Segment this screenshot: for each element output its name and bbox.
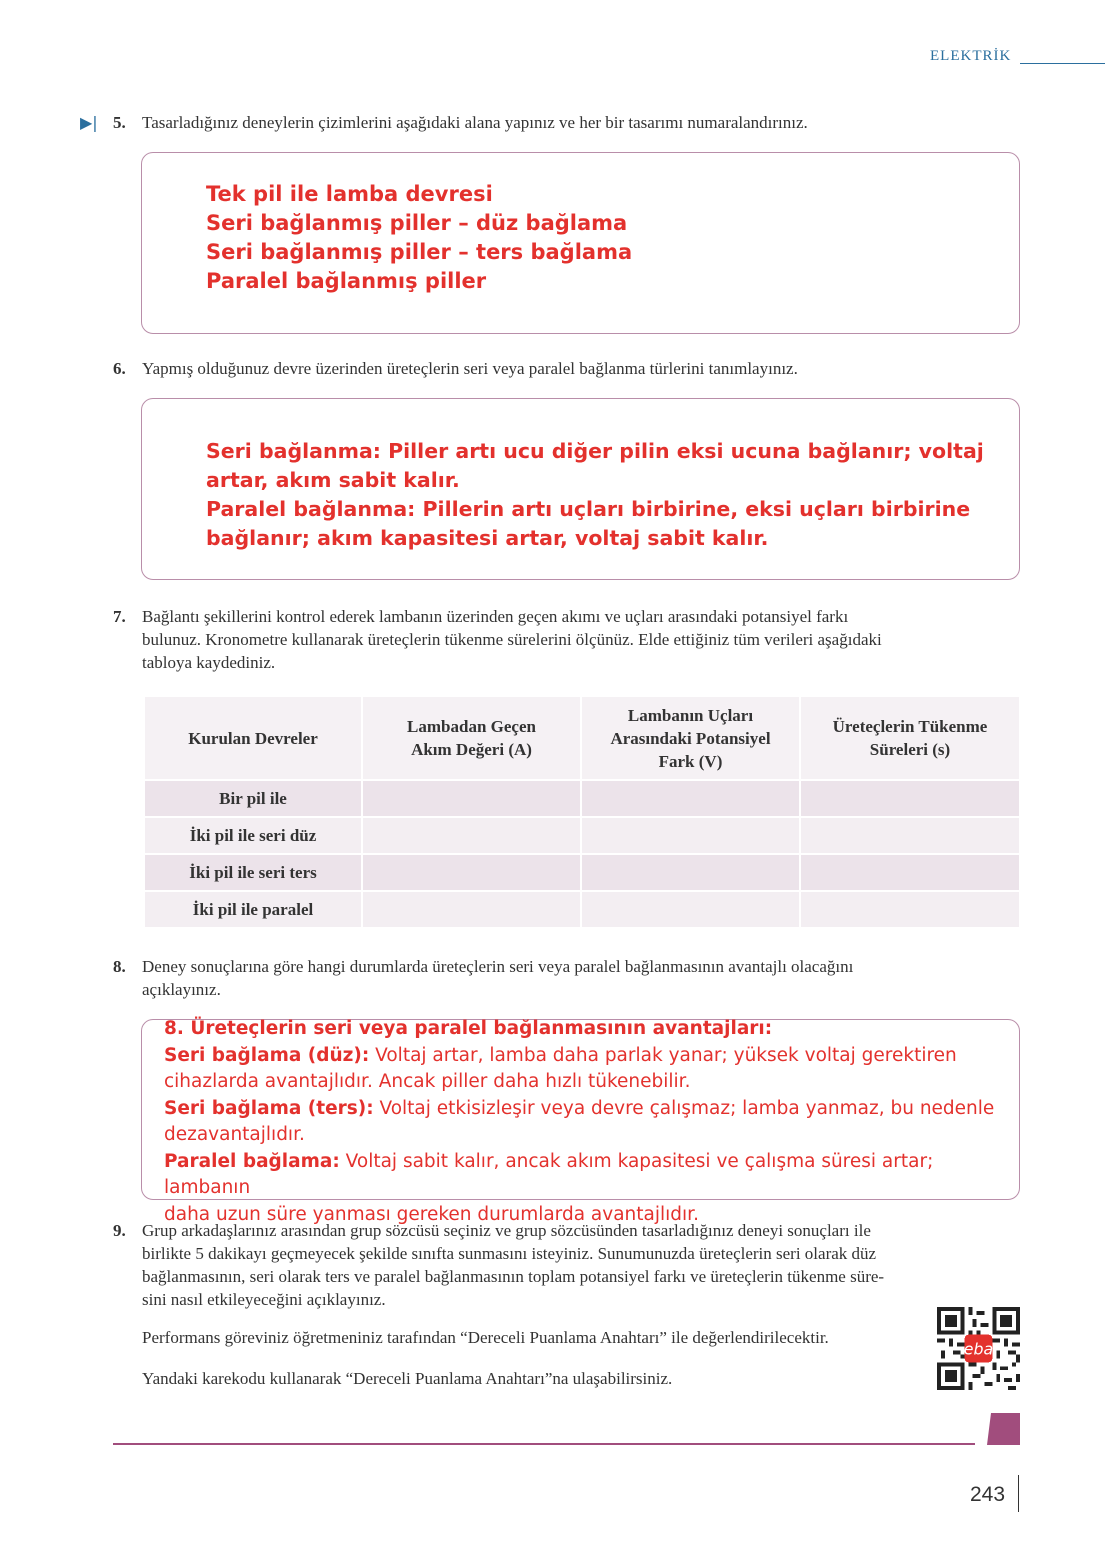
answer-line: Paralel bağlanma: Pillerin artı uçları birbirine, eksi uçları birbirine xyxy=(206,497,971,521)
answer-box-5[interactable] xyxy=(141,152,1020,334)
table-cell[interactable] xyxy=(801,816,1019,853)
answer-line: Paralel bağlanmış piller xyxy=(206,269,487,293)
table-cell[interactable] xyxy=(363,890,580,927)
question-number: 5. xyxy=(113,113,126,132)
footer-rule xyxy=(113,1443,975,1445)
answer-8-text: 8. Üreteçlerin seri veya paralel bağlanmasının avantajları: Seri bağlama (düz): Voltaj artar, lamba daha parlak yanar; yüksek voltaj gerektiren cihazlarda avantajlıdır. Ancak piller daha hızlı tükenebilir. Seri bağlama (ters): Voltaj etkisizleşir veya devre çalışmaz; lamba yanmaz, bu nedenle dezavantajlıdır. Paralel bağlama: Voltaj sabit kalır, ancak akım kapasitesi ve çalışma süresi artar; lambanın daha uzun süre yanması gereken durumlarda avantajlıdır. xyxy=(164,1018,995,1225)
table-cell[interactable] xyxy=(363,816,580,853)
row-label: İki pil ile paralel xyxy=(145,890,361,927)
text-line: tabloya kaydediniz. xyxy=(142,653,276,672)
page-number-rule xyxy=(1018,1475,1019,1512)
corner-tab-decoration xyxy=(987,1413,1020,1445)
row-label: Bir pil ile xyxy=(145,779,361,816)
performance-note: Performans göreviniz öğretmeniniz tarafından “Dereceli Puanlama Anahtarı” ile değerlendirilecektir. xyxy=(142,1328,829,1347)
table-cell[interactable] xyxy=(363,779,580,816)
table-cell[interactable] xyxy=(582,853,799,890)
table-row xyxy=(145,853,1019,890)
question-text: Yapmış olduğunuz devre üzerinden üreteçlerin seri veya paralel bağlanma türlerini tanımlayınız. xyxy=(142,359,798,378)
table-cell[interactable] xyxy=(582,890,799,927)
answer-label: Seri bağlama (ters): xyxy=(164,1097,374,1119)
text-line: birlikte 5 dakikayı geçmeyecek şekilde sınıfta sunmasını isteyiniz. Sunumunuzda üreteçlerin seri olarak düz xyxy=(142,1244,877,1263)
question-text: Tasarladığınız deneylerin çizimlerini aşağıdaki alana yapınız ve her bir tasarımı numaralandırınız. xyxy=(142,113,808,132)
chapter-title: ELEKTRİK xyxy=(930,48,1012,64)
question-8 xyxy=(113,955,1023,999)
header-rule xyxy=(1020,63,1105,64)
text-line: Bağlantı şekillerini kontrol ederek lambanın üzerinden geçen akımı ve uçları arasındaki potansiyel farkı xyxy=(142,607,849,626)
table-row xyxy=(145,890,1019,927)
answer-6-text xyxy=(206,437,984,553)
text-line: bağlanmasının, seri olarak ters ve paralel bağlanmasının toplam potansiyel farkı ve üreteçlerin tükenme süre- xyxy=(142,1267,885,1286)
answer-box-6[interactable] xyxy=(141,398,1020,580)
row-label: İki pil ile seri ters xyxy=(145,853,361,890)
table-cell[interactable] xyxy=(801,890,1019,927)
text-line: Deney sonuçlarına göre hangi durumlarda üreteçlerin seri veya paralel bağlanmasının avantajlı olacağını xyxy=(142,957,854,976)
answer-box-8[interactable] xyxy=(141,1018,1020,1225)
table-cell[interactable] xyxy=(801,853,1019,890)
row-label: İki pil ile seri düz xyxy=(145,816,361,853)
question-number: 6. xyxy=(113,359,126,378)
question-5 xyxy=(113,111,1023,134)
question-number: 8. xyxy=(113,957,126,976)
table-cell[interactable] xyxy=(582,816,799,853)
question-number: 9. xyxy=(113,1221,126,1240)
text-line: sini nasıl etkileyeceğini açıklayınız. xyxy=(142,1290,386,1309)
header-voltage: Lambanın Uçları Arasındaki Potansiyel Fark (V) xyxy=(582,697,799,779)
table-cell[interactable] xyxy=(582,779,799,816)
answer-line: Seri bağlanma: Piller artı ucu diğer pilin eksi ucuna bağlanır; voltaj xyxy=(206,439,984,463)
table-cell[interactable] xyxy=(801,779,1019,816)
answer-line: Seri bağlanmış piller – ters bağlama xyxy=(206,240,633,264)
header-circuits: Kurulan Devreler xyxy=(145,697,361,779)
table-cell[interactable] xyxy=(363,853,580,890)
text-line: açıklayınız. xyxy=(142,980,221,999)
table-row xyxy=(145,779,1019,816)
question-text xyxy=(142,605,1023,674)
play-marker-icon: ▶| xyxy=(80,113,98,132)
table-row xyxy=(145,816,1019,853)
question-7 xyxy=(113,605,1023,672)
header-current: Lambadan Geçen Akım Değeri (A) xyxy=(363,697,580,779)
qr-code-icon[interactable] xyxy=(937,1307,1020,1390)
answer-line: artar, akım sabit kalır. xyxy=(206,468,460,492)
question-number: 7. xyxy=(113,607,126,626)
question-9 xyxy=(113,1219,1023,1309)
answer-line: bağlanır; akım kapasitesi artar, voltaj sabit kalır. xyxy=(206,526,769,550)
answer-line: Seri bağlanmış piller – düz bağlama xyxy=(206,211,628,235)
data-table xyxy=(143,697,1021,927)
answer-line: Tek pil ile lamba devresi xyxy=(206,182,493,206)
question-text xyxy=(142,1219,1023,1311)
table-header-row xyxy=(145,697,1019,779)
answer-label: Seri bağlama (düz): xyxy=(164,1044,370,1066)
qr-logo: eba xyxy=(963,1339,994,1359)
answer-label: Paralel bağlama: xyxy=(164,1150,340,1172)
question-6 xyxy=(113,357,1023,380)
header-duration: Üreteçlerin Tükenme Süreleri (s) xyxy=(801,697,1019,779)
answer-title: 8. Üreteçlerin seri veya paralel bağlanmasının avantajları: xyxy=(164,1018,773,1039)
text-line: bulunuz. Kronometre kullanarak üreteçlerin tükenme sürelerini ölçünüz. Elde ettiğiniz tüm verileri aşağıdaki xyxy=(142,630,882,649)
question-text xyxy=(142,955,1023,1001)
qr-note: Yandaki karekodu kullanarak “Dereceli Puanlama Anahtarı”na ulaşabilirsiniz. xyxy=(142,1369,673,1388)
answer-5-text xyxy=(206,180,632,296)
page-number: 243 xyxy=(970,1483,1006,1506)
text-line: Grup arkadaşlarınız arasından grup sözcüsü seçiniz ve grup sözcüsünden tasarladığınız deneyi sonuçları ile xyxy=(142,1221,871,1240)
